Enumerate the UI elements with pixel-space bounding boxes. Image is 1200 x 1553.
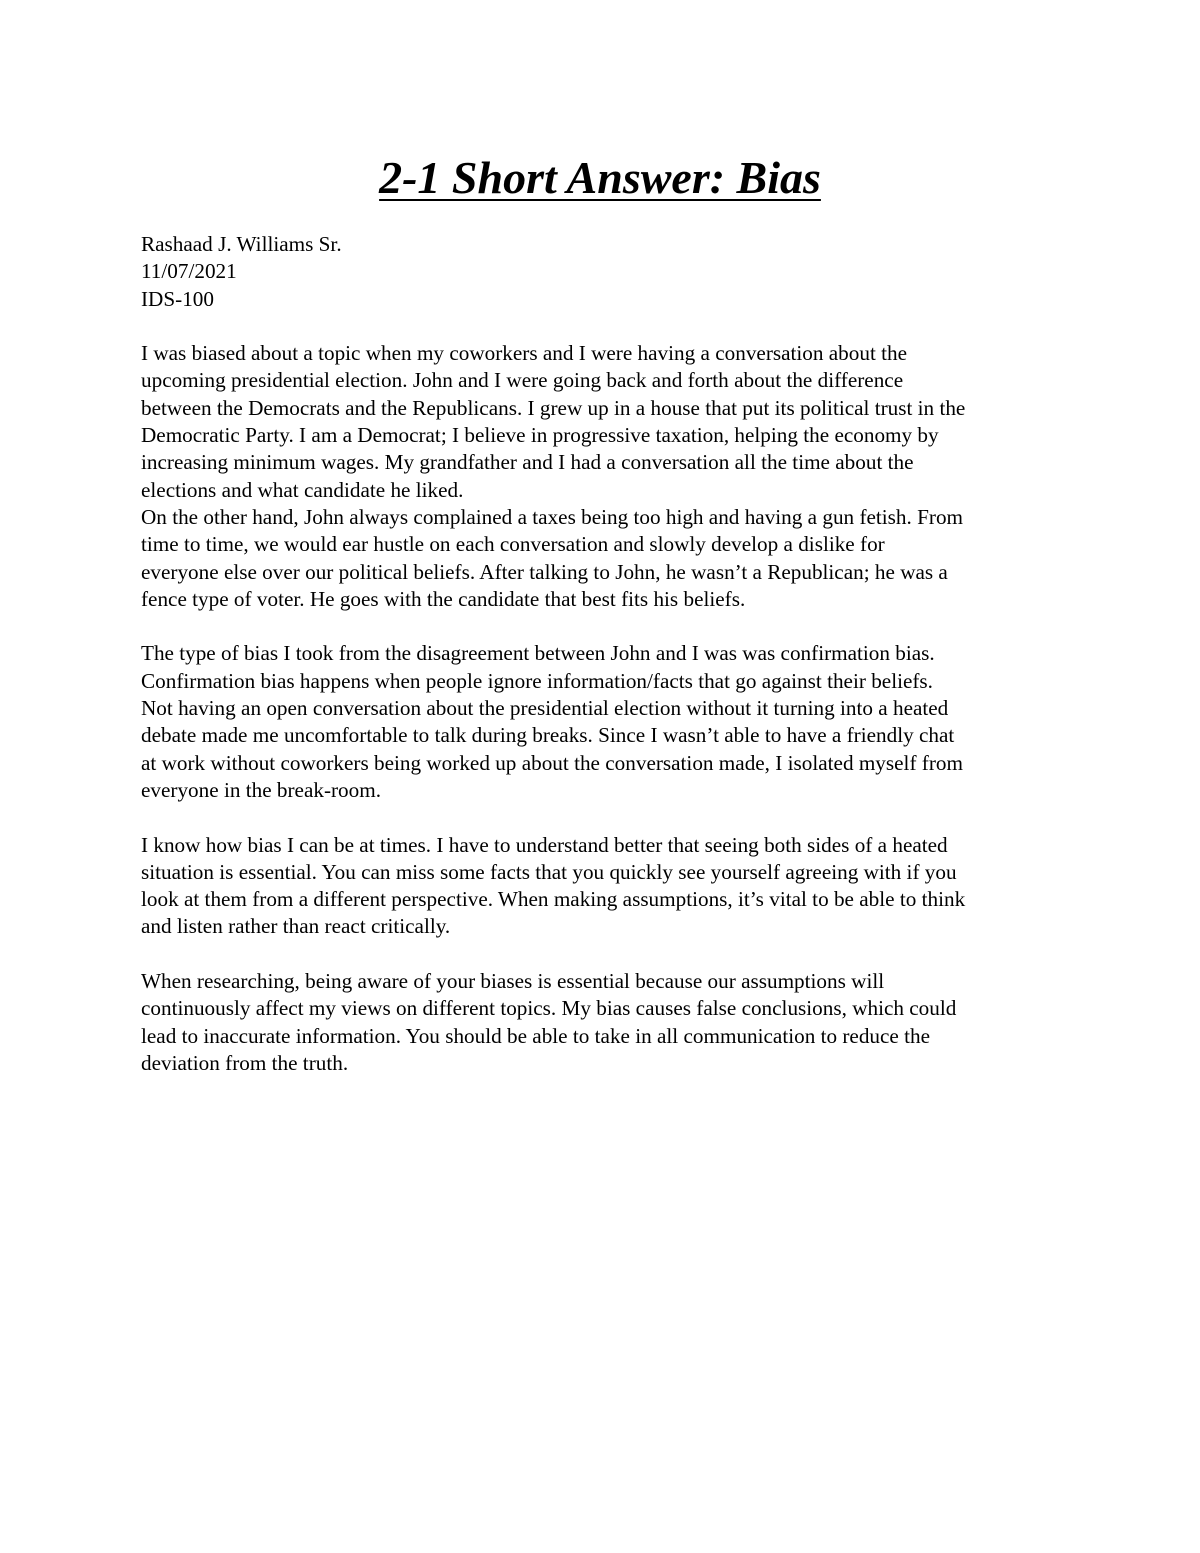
paragraph-line: elections and what candidate he liked. — [141, 477, 464, 502]
paragraph-line: Confirmation bias happens when people ignore information/facts that go against their beliefs. — [141, 668, 933, 693]
document-body — [141, 231, 1071, 1077]
paragraph-line: situation is essential. You can miss some facts that you quickly see yourself agreeing with if you — [141, 859, 957, 884]
paragraph-line: at work without coworkers being worked up about the conversation made, I isolated myself from — [141, 750, 963, 775]
document-title: 2-1 Short Answer: Bias — [379, 152, 821, 203]
paragraph-line: The type of bias I took from the disagreement between John and I was was confirmation bias. — [141, 641, 935, 666]
course-code: IDS-100 — [141, 286, 214, 311]
author-name: Rashaad J. Williams Sr. — [141, 232, 342, 256]
spacer — [141, 313, 1071, 340]
spacer — [141, 613, 1071, 640]
spacer — [141, 804, 1071, 831]
paragraph-5 — [141, 968, 1071, 1077]
paragraph-line: I know how bias I can be at times. I have to understand better that seeing both sides of a heated — [141, 832, 948, 857]
paragraph-line: When researching, being aware of your biases is essential because our assumptions will — [141, 969, 885, 994]
paragraph-3 — [141, 640, 1071, 804]
paragraph-line: time to time, we would ear hustle on each conversation and slowly develop a dislike for — [141, 532, 885, 557]
paragraph-line: continuously affect my views on different topics. My bias causes false conclusions, which could — [141, 996, 957, 1021]
spacer — [141, 941, 1071, 968]
paragraph-2 — [141, 504, 1071, 613]
paragraph-line: lead to inaccurate information. You should be able to take in all communication to reduce the — [141, 1023, 931, 1048]
paragraph-line: deviation from the truth. — [141, 1050, 349, 1075]
paragraph-line: everyone else over our political beliefs. After talking to John, he wasn’t a Republican; he was a — [141, 559, 948, 584]
paragraph-line: On the other hand, John always complained a taxes being too high and having a gun fetish. From — [141, 504, 964, 529]
paragraph-line: look at them from a different perspective. When making assumptions, it’s vital to be able to think — [141, 887, 966, 912]
paragraph-line: debate made me uncomfortable to talk during breaks. Since I wasn’t able to have a friendly chat — [141, 723, 955, 748]
paragraph-line: everyone in the break-room. — [141, 777, 382, 802]
paragraph-line: and listen rather than react critically. — [141, 914, 451, 939]
paragraph-line: I was biased about a topic when my coworkers and I were having a conversation about the — [141, 341, 908, 366]
paragraph-line: Not having an open conversation about the presidential election without it turning into a heated — [141, 696, 949, 721]
document-date: 11/07/2021 — [141, 259, 237, 284]
paragraph-4 — [141, 832, 1071, 941]
paragraph-line: increasing minimum wages. My grandfather and I had a conversation all the time about the — [141, 450, 914, 475]
paragraph-line: fence type of voter. He goes with the candidate that best fits his beliefs. — [141, 586, 746, 611]
paragraph-line: Democratic Party. I am a Democrat; I believe in progressive taxation, helping the economy by — [141, 423, 939, 448]
paragraph-1 — [141, 340, 1071, 504]
paragraph-line: upcoming presidential election. John and I were going back and forth about the difference — [141, 368, 904, 393]
paragraph-line: between the Democrats and the Republicans. I grew up in a house that put its political trust in the — [141, 395, 966, 420]
